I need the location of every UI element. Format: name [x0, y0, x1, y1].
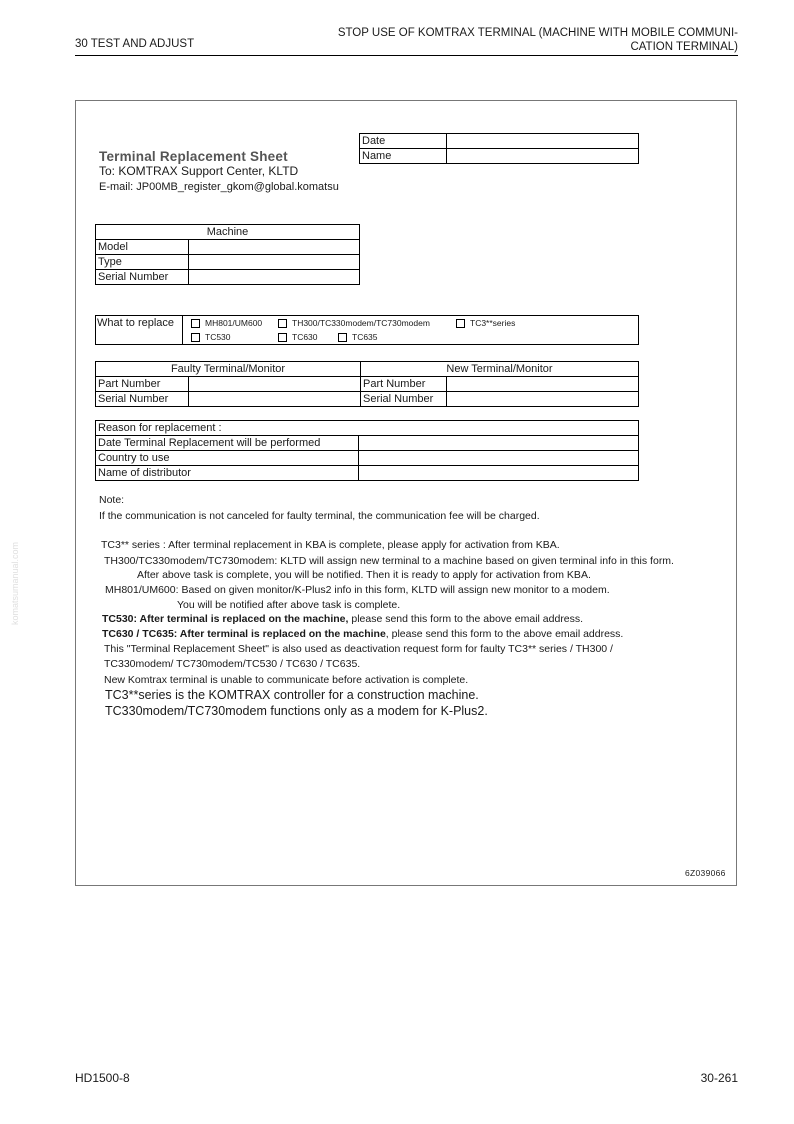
distributor-label: Name of distributor	[96, 466, 359, 481]
what-to-replace-divider	[182, 315, 183, 345]
note-line: TH300/TC330modem/TC730modem: KLTD will assign new terminal to a machine based on given terminal info in this form.	[104, 555, 674, 567]
option-label: MH801/UM600	[205, 318, 263, 328]
machine-serial-field	[189, 270, 360, 285]
note-text: please send this form to the above email address.	[348, 613, 584, 625]
note-line: You will be notified after above task is complete.	[177, 599, 401, 611]
faulty-part-number-label: Part Number	[96, 377, 189, 392]
section-title: 30 TEST AND ADJUST	[75, 38, 195, 50]
option-label: TC530	[205, 332, 231, 342]
note-bold: TC530: After terminal is replaced on the machine,	[102, 613, 349, 625]
note-heading: Note:	[99, 494, 125, 506]
option-tc530[interactable]	[191, 332, 231, 342]
option-label: TC630	[292, 332, 318, 342]
note-line: TC3**series is the KOMTRAX controller for a construction machine.	[105, 688, 479, 702]
note-bold: TC630 / TC635: After terminal is replaced on the machine	[102, 628, 386, 640]
what-to-replace-label: What to replace	[97, 317, 175, 329]
new-part-number-field	[447, 377, 639, 392]
faulty-part-number-field	[189, 377, 361, 392]
email-address: E-mail: JP00MB_register_gkom@global.komatsu	[99, 181, 339, 193]
date-performed-field	[359, 436, 639, 451]
option-tc3-series[interactable]	[456, 318, 515, 328]
reason-table	[95, 420, 639, 481]
date-field	[447, 134, 639, 149]
note-line: After above task is complete, you will be notified. Then it is ready to apply for activation from KBA.	[137, 569, 591, 581]
page-title	[298, 26, 738, 54]
country-label: Country to use	[96, 451, 359, 466]
note-line: TC330modem/TC730modem functions only as a modem for K-Plus2.	[105, 704, 488, 718]
sheet-title: Terminal Replacement Sheet	[99, 149, 288, 164]
note-text: , please send this form to the above email address.	[385, 628, 624, 640]
terminal-table	[95, 361, 639, 407]
machine-heading: Machine	[96, 225, 360, 240]
new-serial-number-label: Serial Number	[361, 392, 447, 407]
page-title-line-1: STOP USE OF KOMTRAX TERMINAL (MACHINE WITH MOBILE COMMUNI-	[337, 27, 738, 39]
watermark: komatsumanual.com	[10, 541, 20, 625]
note-line: TC3** series : After terminal replacement in KBA is complete, please apply for activation from KBA.	[101, 539, 560, 551]
checkbox[interactable]	[278, 333, 287, 342]
machine-row-label: Type	[96, 255, 189, 270]
note-line: TC330modem/ TC730modem/TC530 / TC630 / TC635.	[104, 658, 361, 670]
option-label: TH300/TC330modem/TC730modem	[292, 318, 430, 328]
note-line: New Komtrax terminal is unable to communicate before activation is complete.	[104, 674, 469, 686]
footer-page-number: 30-261	[700, 1071, 738, 1085]
option-tc635[interactable]	[338, 332, 378, 342]
reason-label: Reason for replacement :	[96, 421, 639, 436]
date-label: Date	[360, 134, 447, 149]
figure-frame	[75, 100, 737, 886]
date-name-table	[359, 133, 639, 164]
new-serial-number-field	[447, 392, 639, 407]
checkbox[interactable]	[191, 319, 200, 328]
option-mh801-um600[interactable]	[191, 318, 262, 328]
recipient: To: KOMTRAX Support Center, KLTD	[99, 164, 299, 178]
machine-row-label: Model	[96, 240, 189, 255]
country-field	[359, 451, 639, 466]
faulty-serial-number-label: Serial Number	[96, 392, 189, 407]
faulty-terminal-heading: Faulty Terminal/Monitor	[96, 362, 361, 377]
faulty-serial-number-field	[189, 392, 361, 407]
machine-type-field	[189, 255, 360, 270]
note-line: MH801/UM600: Based on given monitor/K-Plus2 info in this form, KLTD will assign new monitor to a modem.	[105, 584, 610, 596]
note-line	[102, 628, 623, 640]
note-line: This "Terminal Replacement Sheet" is also used as deactivation request form for faulty TC3** series / TH300 /	[104, 643, 613, 655]
header-rule	[75, 55, 738, 56]
machine-row-label: Serial Number	[96, 270, 189, 285]
checkbox[interactable]	[338, 333, 347, 342]
name-field	[447, 149, 639, 164]
note-line: If the communication is not canceled for faulty terminal, the communication fee will be charged.	[99, 510, 540, 522]
figure-number: 6Z039066	[685, 868, 726, 878]
option-th300-tc330-tc730[interactable]	[278, 318, 430, 328]
checkbox[interactable]	[191, 333, 200, 342]
checkbox[interactable]	[278, 319, 287, 328]
machine-model-field	[189, 240, 360, 255]
option-label: TC635	[352, 332, 378, 342]
footer-model: HD1500-8	[75, 1071, 130, 1085]
date-performed-label: Date Terminal Replacement will be performed	[96, 436, 359, 451]
machine-table	[95, 224, 360, 285]
page-title-line-2: CATION TERMINAL)	[630, 41, 738, 53]
new-terminal-heading: New Terminal/Monitor	[361, 362, 639, 377]
note-line	[102, 613, 583, 625]
option-tc630[interactable]	[278, 332, 318, 342]
checkbox[interactable]	[456, 319, 465, 328]
distributor-field	[359, 466, 639, 481]
new-part-number-label: Part Number	[361, 377, 447, 392]
name-label: Name	[360, 149, 447, 164]
option-label: TC3**series	[470, 318, 516, 328]
